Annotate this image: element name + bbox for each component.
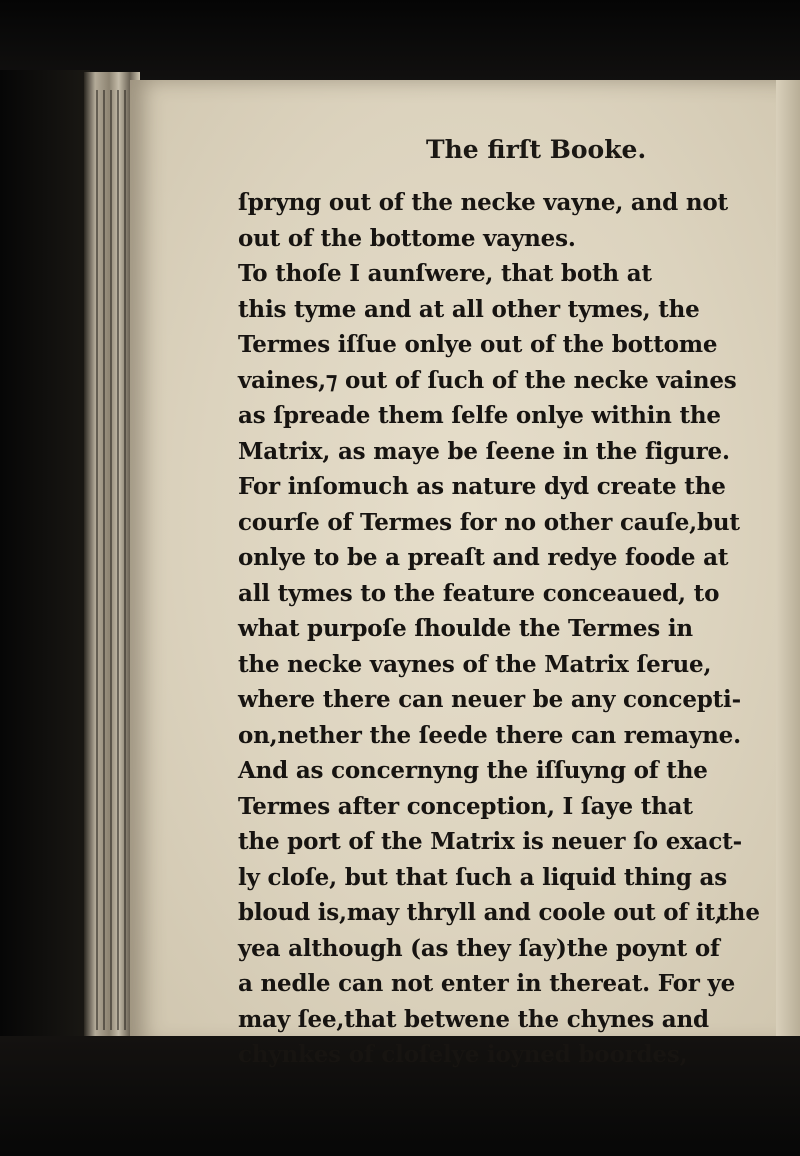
text-line: out of the bottome vaynes. — [238, 224, 576, 252]
text-line: bloud is,may thryll and coole out of it, — [238, 899, 723, 926]
text-line: Termes iſſue onlye out of the bottome — [238, 331, 718, 358]
text-line: Matrix, as maye be ſeene in the figure. — [238, 437, 730, 465]
text-line: And as concernyng the iſſuyng of the — [238, 757, 708, 784]
text-line: For inſomuch as nature dyd create the — [238, 473, 726, 500]
text-line: courſe of Termes for no other cauſe,but — [238, 508, 740, 536]
text-line: Termes after conception, I ſaye that — [238, 792, 693, 820]
page-edges — [96, 90, 130, 1030]
page-body-text — [238, 185, 798, 1073]
text-line: as ſpreade them ſelfe onlye within the — [238, 402, 721, 429]
text-line: onlye to be a preaſt and redye foode at — [238, 544, 729, 571]
text-line: vaines,⁊ out of ſuch of the necke vaines — [238, 366, 737, 394]
text-line: all tymes to the feature conceaued, to — [238, 579, 720, 607]
text-line: this tyme and at all other tymes, the — [238, 295, 700, 323]
text-line: what purpoſe ſhoulde the Termes in — [238, 615, 693, 642]
catchword: the — [718, 899, 760, 926]
text-line: on,nether the ſeede there can remayne. — [238, 721, 741, 749]
text-line: the port of the Matrix is neuer ſo exact- — [238, 828, 742, 855]
text-line: where there can neuer be any concepti- — [238, 686, 741, 713]
text-line: yea although (as they ſay)the poynt of — [238, 934, 720, 962]
text-line: chynkes of cloſelye ioyned boordes, — [238, 1041, 688, 1068]
text-line: To thoſe I aunſwere, that both at — [238, 260, 652, 287]
text-line: ly cloſe, but that ſuch a liquid thing as — [238, 863, 727, 891]
text-line: may ſee,that betwene the chynes and — [238, 1005, 709, 1033]
text-line: a nedle can not enter in thereat. For ye — [238, 970, 736, 997]
running-head: The firſt Booke. — [426, 135, 647, 164]
book-board-left — [0, 70, 90, 1050]
text-line: ſpryng out of the necke vayne, and not — [238, 189, 728, 216]
text-line: the necke vaynes of the Matrix ſerue, — [238, 650, 712, 678]
